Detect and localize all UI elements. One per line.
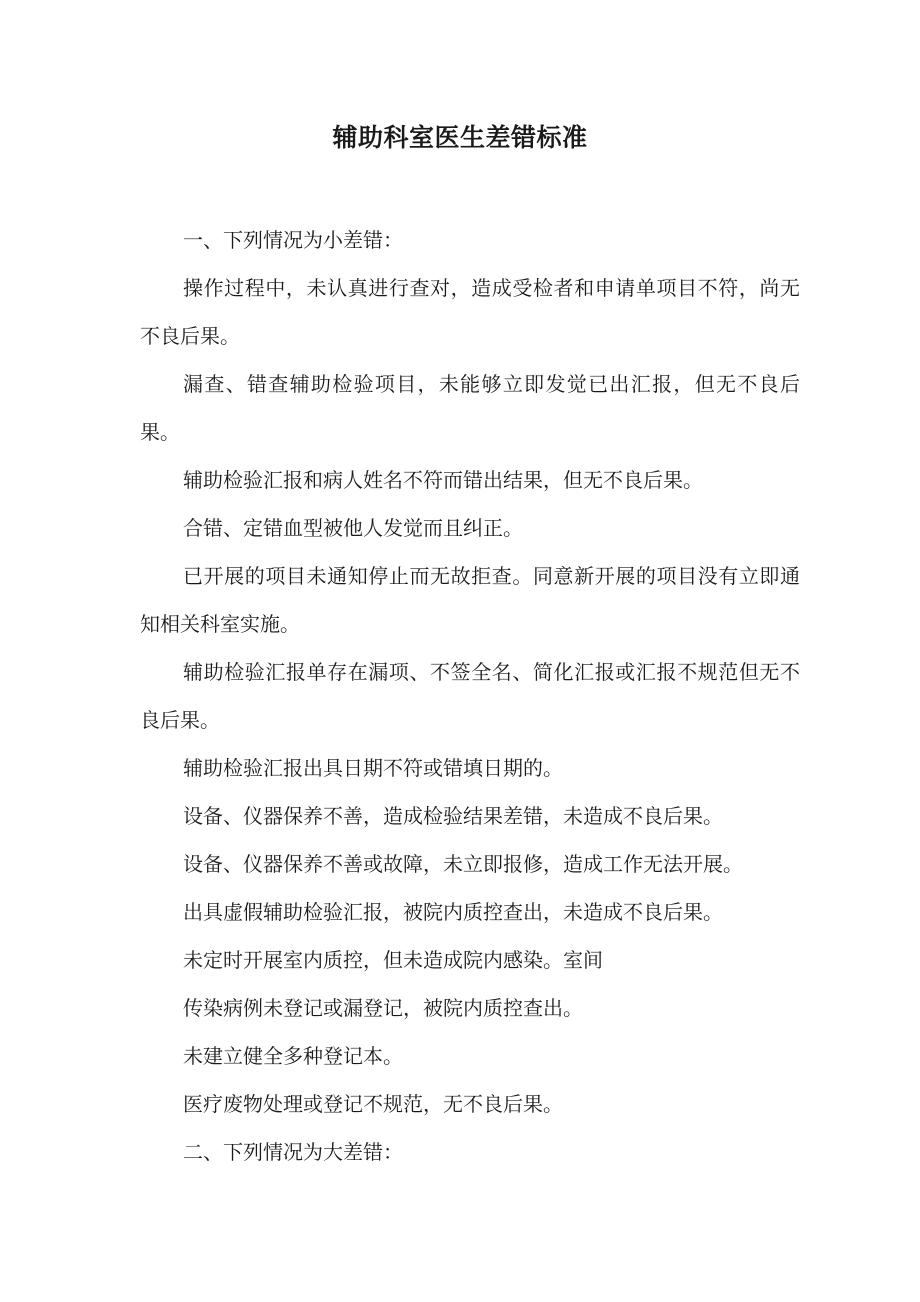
- paragraph: 辅助检验汇报单存在漏项、不签全名、简化汇报或汇报不规范但无不良后果。: [140, 660, 800, 732]
- paragraph: 操作过程中，未认真进行查对，造成受检者和申请单项目不符，尚无不良后果。: [140, 276, 800, 348]
- paragraph: 未定时开展室内质控，但未造成院内感染。室间: [183, 948, 603, 972]
- paragraph: 辅助检验汇报出具日期不符或错填日期的。: [183, 756, 563, 780]
- paragraph: 出具虚假辅助检验汇报，被院内质控查出，未造成不良后果。: [183, 900, 723, 924]
- paragraph: 传染病例未登记或漏登记，被院内质控查出。: [183, 996, 583, 1020]
- paragraph: 已开展的项目未通知停止而无故拒查。同意新开展的项目没有立即通知相关科室实施。: [140, 564, 800, 636]
- paragraph: 辅助检验汇报和病人姓名不符而错出结果，但无不良后果。: [183, 468, 703, 492]
- document-title: 辅助科室医生差错标准: [332, 123, 588, 152]
- section-heading-minor-errors: 一、下列情况为小差错：: [183, 228, 403, 252]
- paragraph: 未建立健全多种登记本。: [183, 1044, 403, 1068]
- document-body: [140, 216, 800, 1176]
- paragraph: 设备、仪器保养不善或故障，未立即报修，造成工作无法开展。: [183, 852, 743, 876]
- paragraph: 设备、仪器保养不善，造成检验结果差错，未造成不良后果。: [183, 804, 723, 828]
- paragraph: 医疗废物处理或登记不规范，无不良后果。: [183, 1092, 563, 1116]
- paragraph: 漏查、错查辅助检验项目，未能够立即发觉已出汇报，但无不良后果。: [140, 372, 800, 444]
- section-heading-major-errors: 二、下列情况为大差错：: [183, 1140, 403, 1164]
- paragraph: 合错、定错血型被他人发觉而且纠正。: [183, 516, 523, 540]
